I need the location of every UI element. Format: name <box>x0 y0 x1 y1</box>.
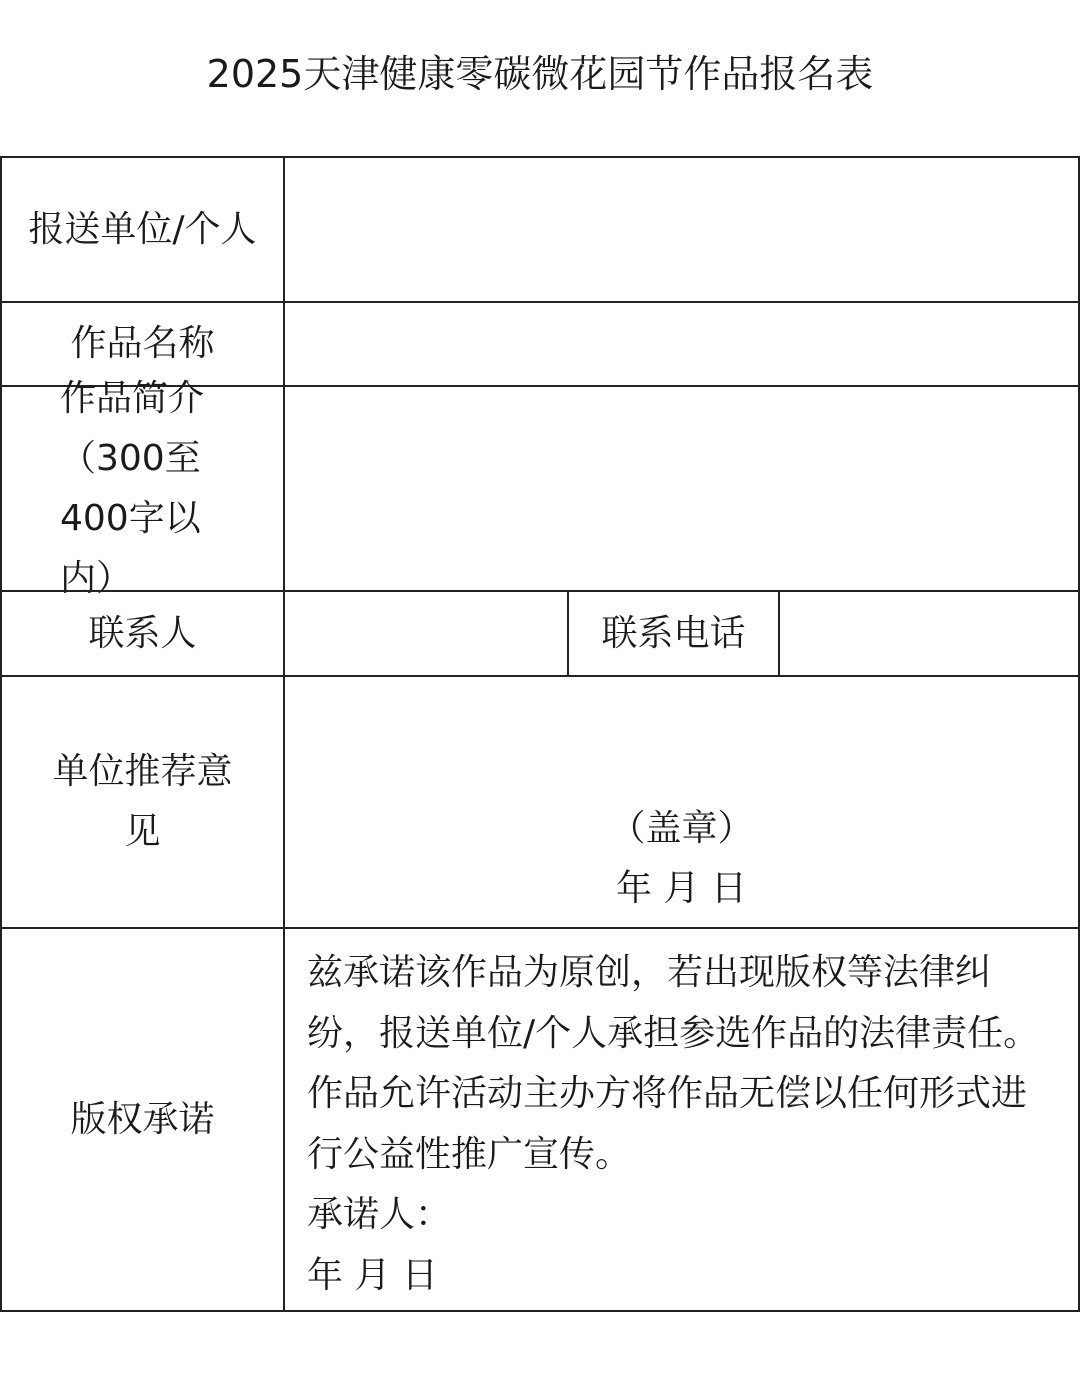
contact-label: 联系人 <box>0 590 285 677</box>
copyright-field[interactable] <box>283 927 1080 1312</box>
phone-label: 联系电话 <box>567 590 780 677</box>
submitter-field[interactable] <box>283 156 1080 303</box>
recommend-date: 年 月 日 <box>616 868 747 909</box>
copyright-text: 兹承诺该作品为原创，若出现版权等法律纠纷，报送单位/个人承担参选作品的法律责任。作品允许活动主办方将作品无偿以任何形式进行公益性推广宣传。 <box>307 952 1040 1175</box>
promise-date: 年 月 日 <box>307 1254 438 1296</box>
work-intro-field[interactable] <box>283 385 1080 592</box>
phone-field[interactable] <box>778 590 1080 677</box>
copyright-label: 版权承诺 <box>0 927 285 1312</box>
recommend-label: 单位推荐意见 <box>0 675 285 929</box>
stamp-label: （盖章） <box>609 808 754 849</box>
work-name-field[interactable] <box>283 301 1080 387</box>
submitter-label: 报送单位/个人 <box>0 156 285 303</box>
contact-field[interactable] <box>283 590 569 677</box>
work-name-label: 作品名称 <box>0 301 285 387</box>
promisor-label: 承诺人： <box>307 1194 452 1235</box>
work-intro-label: 作品简介（300至400字以内） <box>0 385 285 592</box>
form-title: 2025天津健康零碳微花园节作品报名表 <box>206 52 874 96</box>
recommend-field[interactable] <box>283 675 1080 929</box>
